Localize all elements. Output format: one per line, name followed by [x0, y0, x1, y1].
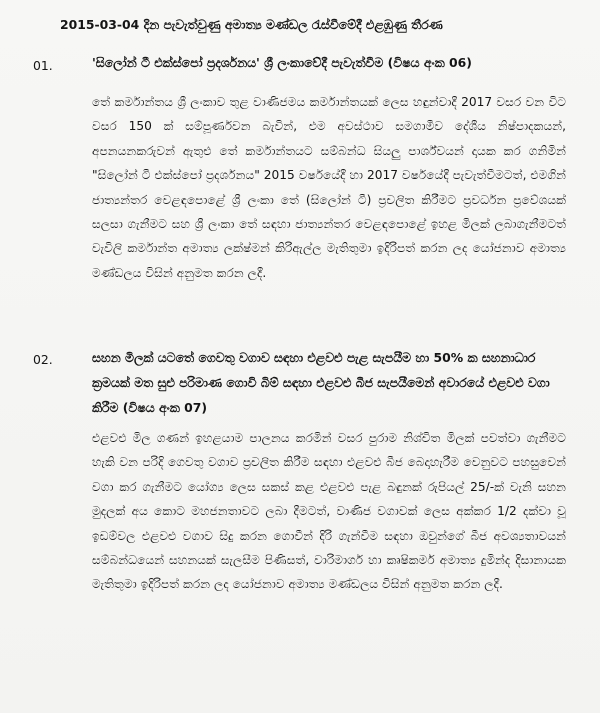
- section-1-number: 01.: [33, 58, 53, 73]
- section-2-number: 02.: [33, 352, 53, 367]
- document-header: 2015-03-04 දින පැවැත්වුණු අමාත්‍ය මණ්ඩල රැස්වීමේදී එළඹුණු තීරණ: [60, 17, 443, 32]
- section-2-body: එළවළු මිල ගණන් ඉහළයාම පාලනය කරමින් වසර පුරාම නිශ්චිත මිලක් පවත්වා ගැනීමට හැකි වන පරිදි ගෙවතු වගාව ප්‍රචලිත කිරීම සඳහා එළවළු බීජ බෙදාහැරීම වෙනුවට පහසුවෙන් වගා කර ගැනීමට යෝග්‍ය ලෙස සකස් කළ එළවළු පැළ බඳුනක් රුපියල් 25/-ක් වැනි සහන මුදලක් අය කොට මහජනතාවට ලබා දීමටත්, වාණිජ වගාවක් ලෙස අක්කර 1/2 දක්වා වූ ඉඩම්වල එළවළු වගාව සිදු කරන ගොවීන් දිරි ගැන්වීම සඳහා ඔවුන්ගේ බීජ අවශ්‍යතාවයන් සම්බන්ධයෙන් සහනයක් සැලසීම පිණිසත්, වාරිමාර්ග හා කෘෂිකර්ම අමාත්‍ය දුමින්ද දිසානායක මැතිතුමා ඉදිරිපත් කරන ලද යෝජනාව අමාත්‍ය මණ්ඩලය විසින් අනුමත කරන ලදී.: [92, 431, 566, 592]
- section-2-title: සහන මිලක් යටතේ ගෙවතු වගාව සඳහා එළවළු පැළ සැපයීම හා 50% ක සහනාධාර ක්‍රමයක් මත සුළු පරිමාණ ගොවි බිම් සඳහා එළවළු බීජ සැපයීමෙන් අවාරයේ එළවළු වගා කිරීම (විෂය අංක 07): [92, 350, 550, 415]
- section-1-title: 'සිලෝන් ටී එක්ස්පෝ ප්‍රදර්ශනය' ශ්‍රී ලංකාවේදී පැවැත්වීම (විෂය අංක 06): [92, 55, 472, 70]
- section-1-body: තේ කර්මාන්තය ශ්‍රී ලංකාව තුළ වාණිජමය කර්මාන්තයක් ලෙස හඳුන්වාදී 2017 වසර වන විට වසර 150 ක් සම්පූර්ණවන බැවින්, එම අවස්ථාව සමගාමීව දේශීය නිෂ්පාදකයන්, අපනයනකරුවන් ඇතුළු තේ කර්මාන්තයට සම්බන්ධ සියලු පාර්ශ්වයන් දායක කර ගනිමින් "සිලෝන් ටී එක්ස්පෝ ප්‍රදර්ශනය" 2015 වර්ෂයේදී හා 2017 වර්ෂයේදී පැවැත්වීමටත්, එමගින් ජාත්‍යන්තර වෙළඳපොළේ ශ්‍රී ලංකා තේ (සිලෝන් ටී) ප්‍රචලිත කිරීමට ප්‍රවර්ධන ප්‍රවේශයක් සලසා ගැනීමට සහ ශ්‍රී ලංකා තේ සඳහා ජාත්‍යන්තර වෙළඳපොළේ ඉහළ මිලක් ලබාගැනීමටත් වැවිලි කර්මාන්ත අමාත්‍ය ලක්ෂ්මන් කිරිඇල්ල මැතිතුමා ඉදිරිපත් කරන ලද යෝජනාව අමාත්‍ය මණ්ඩලය විසින් අනුමත කරන ලදී.: [92, 95, 566, 280]
